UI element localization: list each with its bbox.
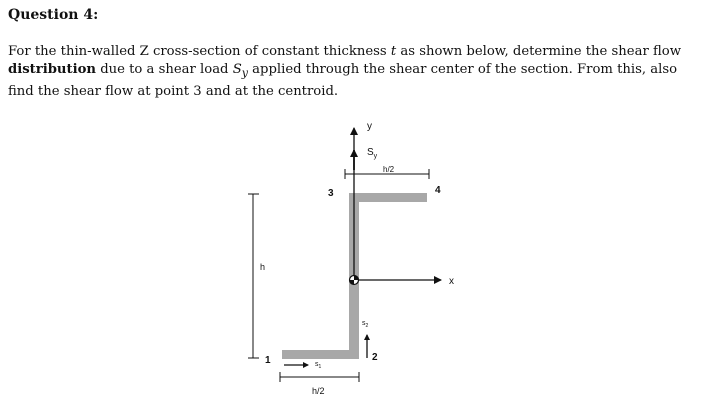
s2-label-main: s [362, 320, 366, 327]
shear-load-label-sub: y [373, 153, 378, 160]
point-2-label: 2 [372, 352, 378, 363]
question-text-bold: distribution [8, 62, 96, 77]
shear-load-label-main: S [367, 147, 374, 158]
y-axis-label: y [367, 121, 372, 132]
s1-label-main: s [315, 361, 319, 368]
question-heading: Question 4: [8, 7, 99, 23]
s1-label [315, 361, 322, 370]
top-flange [349, 193, 427, 202]
bottom-flange [282, 350, 359, 359]
s2-label-sub: 2 [365, 323, 369, 329]
shear-load-label [367, 147, 378, 160]
shear-load-symbol: S [232, 62, 242, 77]
question-text-part4: applied through the shear center of the section. From this, also find the shear flow at point 3 and at the centroid. [8, 62, 678, 99]
height-dimension-label: h [260, 262, 266, 272]
shear-load-subscript: y [241, 66, 248, 80]
top-dimension-label: h/2 [383, 165, 395, 174]
s1-label-sub: 1 [318, 364, 322, 370]
point-4-label: 4 [435, 185, 441, 196]
point-1-label: 1 [265, 355, 271, 366]
s2-label [362, 320, 369, 329]
thickness-symbol: t [390, 44, 397, 59]
question-text-part2: as shown below, determine the shear flow [396, 44, 681, 59]
point-3-label: 3 [328, 188, 334, 199]
question-text-part1: For the thin-walled Z cross-section of constant thickness [8, 44, 391, 59]
x-axis-label: x [449, 276, 454, 287]
bottom-dimension-label: h/2 [312, 386, 325, 396]
question-text-part3: due to a shear load [96, 62, 233, 77]
centroid-marker [350, 276, 359, 285]
